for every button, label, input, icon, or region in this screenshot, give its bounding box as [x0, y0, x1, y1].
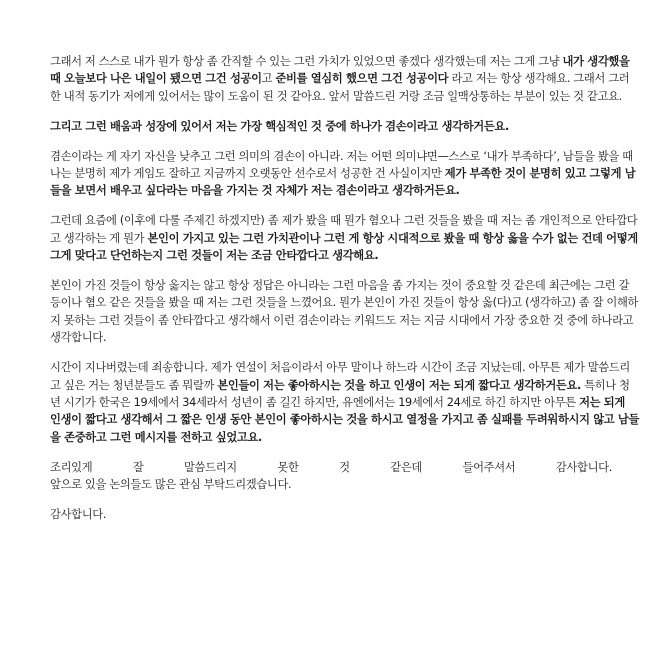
text-line: [50, 212, 638, 229]
text: 년 시기가 한국은 19세에서 34세라서 성년이 좀 길긴 하지만, 유엔에서는 19세에서 24세로 하긴 하지만 아무튼: [50, 396, 580, 409]
text-line: [50, 118, 612, 135]
text: 고 생각하는 게 뭔가: [50, 231, 148, 245]
bold-text: 들을 보면서 배우고 싶다라는 마음을 가지는 것 자체가 저는 겸손이라고 생각하거든요.: [50, 184, 460, 198]
paragraph: [50, 148, 636, 200]
text: 특히나 청: [580, 378, 630, 392]
text-line: [50, 53, 630, 70]
bold-text: 제가 부족한 것이 분명히 있고 그렇게 남: [444, 167, 636, 181]
text: 나는 분명히 제가 게임도 잘하고 지금까지 오랫동안 선수로서 성공한 건 사실이지만: [50, 167, 445, 181]
text: 본인이 가진 것들이 항상 옳지는 않고 항상 정답은 아니라는 그런 마음을 좀 가지는 것이 중요할 것 같은데 최근에는 그런 갈: [50, 279, 630, 293]
text: 고 싶은 거는 청년분들도 좀 뭐랄까: [50, 378, 218, 392]
text-line: [50, 359, 631, 376]
text-line: [50, 88, 622, 105]
text: 그래서 저 스스로 내가 뭔가 항상 좀 간직할 수 있는 그런 가치가 있었으면 좋겠다 생각했는데 저는 그게 그냥: [50, 55, 563, 68]
paragraph: [50, 118, 612, 135]
text-line: [50, 70, 630, 87]
text: 조리있게 잘 말씀드리지 못한 것 같은데 들어주셔서 감사합니다.: [50, 460, 612, 474]
bold-text: 내가 생각했을: [562, 55, 630, 68]
bold-text: 인생이 짧다고 생각해서 그 짧은 인생 동안 본인이 좋아하시는 것을 하시고 열정을 가지고 좀 실패를 두려워하시지 않고 남들: [50, 413, 640, 427]
text: 고: [261, 72, 276, 86]
text-line: [50, 294, 639, 311]
bold-text: 때 오늘보다 나은 내일이 됐으면 그건 성공이: [50, 72, 262, 86]
text: 지 못하는 그런 것들이 좀 안타깝다고 생각해서 이런 겸손이라는 키워드도 저는 지금 시대에서 가장 중요한 것 중에 하나라고: [50, 313, 634, 327]
text-line: [50, 312, 634, 329]
text-line: [50, 377, 630, 394]
paragraph: [50, 53, 630, 105]
text-line: [50, 476, 612, 493]
text: 생각합니다.: [50, 331, 107, 345]
text: 앞으로 있을 논의들도 많은 관심 부탁드리겠습니다.: [50, 478, 292, 492]
paragraph: [50, 212, 638, 264]
paragraph: [50, 277, 639, 347]
bold-text: 준비를 열심히 했으면 그건 성공이다: [275, 72, 449, 86]
text-line: [50, 247, 612, 264]
text-line: [50, 148, 633, 165]
bold-text: 본인들이 저는 좋아하시는 것을 하고 인생이 저는 되게 짧다고 생각하거든요.: [217, 378, 581, 392]
text-line: [50, 329, 612, 346]
text: 그런데 요즘에 (이후에 다룰 주제긴 하겠지만) 좀 제가 봤을 때 뭔가 혐오나 그런 것들을 봤을 때 저는 좀 개인적으로 안타깝다: [50, 214, 638, 228]
text: 한 내적 동기가 저에게 있어서는 많이 도움이 된 것 같아요. 앞서 말씀드린 거랑 조금 일맥상통하는 부분이 있는 것 같고요.: [50, 89, 622, 103]
paragraph: [50, 506, 612, 523]
bold-text: 그리고 그런 배움과 성장에 있어서 저는 가장 핵심적인 것 중에 하나가 겸손이라고 생각하거든요.: [50, 119, 509, 133]
text-line: [50, 165, 636, 182]
text-line: [50, 394, 625, 411]
text: 겸손이라는 게 자기 자신을 낮추고 그런 의미의 겸손이 아니라. 저는 어떤 의미냐면—스스로 ‘내가 부족하다’, 남들을 봤을 때: [50, 149, 633, 163]
text-line: [50, 411, 640, 428]
speech-transcript: [50, 53, 640, 536]
text-line: [50, 459, 612, 476]
text: 등이나 혐오 같은 것들을 봤을 때 저는 그런 것들을 느꼈어요. 뭔가 본인이 가진 것들이 항상 옳(다)고 (생각하고) 좀 잘 이해하: [50, 296, 639, 310]
bold-text: 을 존중하고 그런 메시지를 전하고 싶었고요.: [50, 430, 262, 444]
text: 시간이 지나버렸는데 죄송합니다. 제가 연설이 처음이라서 아무 말이나 하느라 시간이 조금 지났는데. 아무튼 제가 말씀드리: [50, 361, 631, 375]
text-line: [50, 182, 612, 199]
text-line: [50, 277, 630, 294]
text: 감사합니다.: [50, 508, 107, 522]
paragraph: [50, 359, 640, 446]
bold-text: 저는 되게: [579, 396, 625, 409]
bold-text: 그게 맞다고 단언하는지 그런 것들이 저는 조금 안타깝다고 생각해요.: [50, 249, 379, 263]
text: 라고 저는 항상 생각해요. 그래서 그러: [448, 72, 630, 86]
text-line: [50, 429, 612, 446]
text-line: [50, 506, 612, 523]
text-line: [50, 230, 638, 247]
bold-text: 본인이 가지고 있는 그런 가치관이나 그런 게 항상 시대적으로 봤을 때 항상 옳을 수가 없는 건데 어떻게: [147, 231, 638, 245]
paragraph: [50, 459, 612, 494]
